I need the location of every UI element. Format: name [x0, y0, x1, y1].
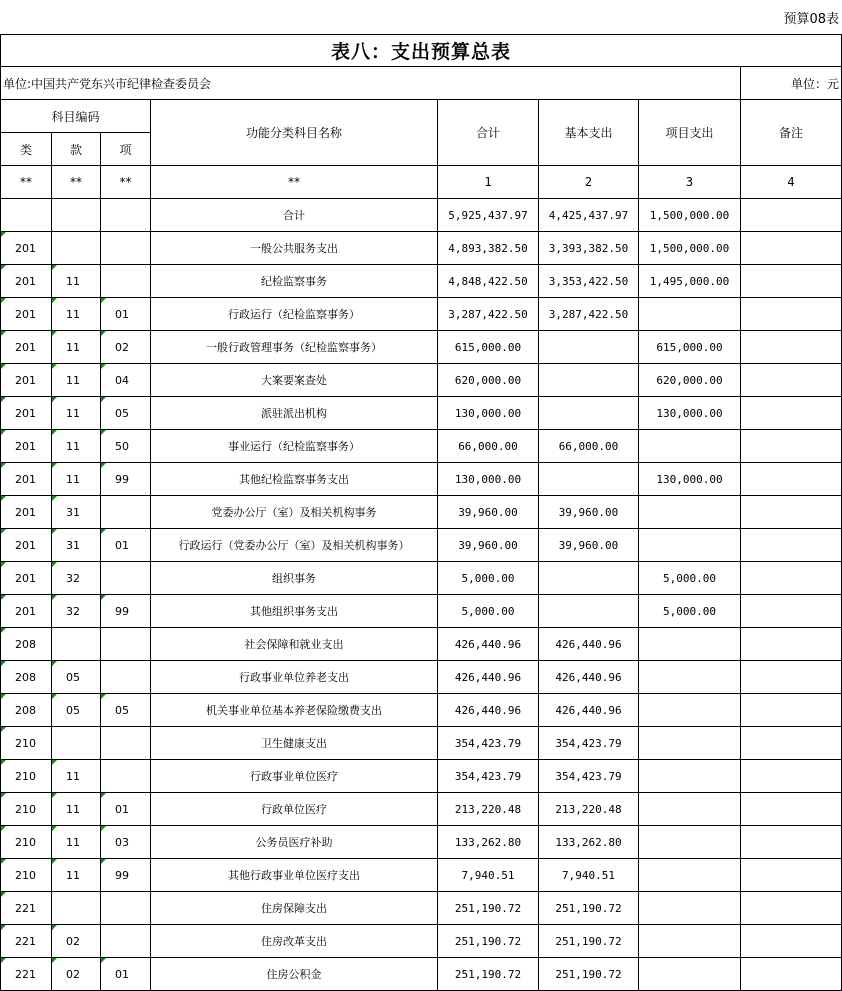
remark-cell	[741, 595, 842, 628]
item-code-cell	[101, 727, 151, 760]
section-code-cell: 32	[52, 562, 101, 595]
table-row	[1, 661, 842, 694]
header-xiang: 项	[101, 133, 151, 166]
index-cell: 1	[438, 166, 539, 199]
basic-amount-cell: 251,190.72	[539, 958, 639, 991]
subject-name-cell: 大案要案查处	[151, 364, 438, 397]
item-code-cell	[101, 199, 151, 232]
table-row	[1, 958, 842, 991]
basic-amount-cell: 251,190.72	[539, 925, 639, 958]
basic-amount-cell: 39,960.00	[539, 529, 639, 562]
project-amount-cell	[639, 793, 741, 826]
table-row	[1, 496, 842, 529]
section-code-cell	[52, 628, 101, 661]
section-code-cell: 05	[52, 694, 101, 727]
table-row	[1, 793, 842, 826]
table-row	[1, 199, 842, 232]
category-code-cell: 210	[1, 859, 52, 892]
header-total: 合计	[438, 100, 539, 166]
table-row	[1, 397, 842, 430]
index-cell: **	[1, 166, 52, 199]
index-cell: **	[151, 166, 438, 199]
item-code-cell	[101, 265, 151, 298]
section-code-cell: 31	[52, 496, 101, 529]
subject-name-cell: 行政单位医疗	[151, 793, 438, 826]
category-code-cell: 208	[1, 661, 52, 694]
remark-cell	[741, 463, 842, 496]
remark-cell	[741, 562, 842, 595]
subject-name-cell: 行政运行（党委办公厅（室）及相关机构事务）	[151, 529, 438, 562]
basic-amount-cell	[539, 595, 639, 628]
expenditure-budget-table	[0, 34, 842, 991]
item-code-cell	[101, 232, 151, 265]
table-row	[1, 331, 842, 364]
remark-cell	[741, 826, 842, 859]
section-code-cell	[52, 892, 101, 925]
subject-name-cell: 派驻派出机构	[151, 397, 438, 430]
section-code-cell: 11	[52, 430, 101, 463]
section-code-cell: 31	[52, 529, 101, 562]
basic-amount-cell: 426,440.96	[539, 694, 639, 727]
remark-cell	[741, 430, 842, 463]
table-row	[1, 430, 842, 463]
item-code-cell: 01	[101, 529, 151, 562]
remark-cell	[741, 694, 842, 727]
project-amount-cell	[639, 859, 741, 892]
subject-name-cell: 其他行政事业单位医疗支出	[151, 859, 438, 892]
index-cell: **	[52, 166, 101, 199]
project-amount-cell	[639, 760, 741, 793]
item-code-cell: 50	[101, 430, 151, 463]
section-code-cell	[52, 727, 101, 760]
subject-name-cell: 社会保障和就业支出	[151, 628, 438, 661]
basic-amount-cell: 354,423.79	[539, 760, 639, 793]
total-amount-cell: 426,440.96	[438, 661, 539, 694]
remark-cell	[741, 265, 842, 298]
basic-amount-cell: 3,287,422.50	[539, 298, 639, 331]
project-amount-cell: 620,000.00	[639, 364, 741, 397]
subject-name-cell: 一般公共服务支出	[151, 232, 438, 265]
header-kuan: 款	[52, 133, 101, 166]
total-amount-cell: 354,423.79	[438, 760, 539, 793]
total-amount-cell: 4,893,382.50	[438, 232, 539, 265]
item-code-cell	[101, 661, 151, 694]
project-amount-cell: 615,000.00	[639, 331, 741, 364]
remark-cell	[741, 958, 842, 991]
basic-amount-cell	[539, 562, 639, 595]
subject-name-cell: 卫生健康支出	[151, 727, 438, 760]
category-code-cell: 201	[1, 232, 52, 265]
section-code-cell: 11	[52, 298, 101, 331]
index-cell: 2	[539, 166, 639, 199]
remark-cell	[741, 727, 842, 760]
subject-name-cell: 一般行政管理事务（纪检监察事务）	[151, 331, 438, 364]
section-code-cell: 11	[52, 793, 101, 826]
table-row	[1, 298, 842, 331]
basic-amount-cell	[539, 364, 639, 397]
header-remark: 备注	[741, 100, 842, 166]
total-amount-cell: 251,190.72	[438, 925, 539, 958]
subject-name-cell: 住房公积金	[151, 958, 438, 991]
basic-amount-cell	[539, 331, 639, 364]
category-code-cell: 201	[1, 595, 52, 628]
total-amount-cell: 426,440.96	[438, 628, 539, 661]
total-amount-cell: 3,287,422.50	[438, 298, 539, 331]
category-code-cell: 210	[1, 826, 52, 859]
table-row	[1, 562, 842, 595]
subject-name-cell: 行政事业单位养老支出	[151, 661, 438, 694]
remark-cell	[741, 397, 842, 430]
project-amount-cell: 1,495,000.00	[639, 265, 741, 298]
table-title: 表八：支出预算总表	[1, 35, 842, 67]
total-amount-cell: 5,925,437.97	[438, 199, 539, 232]
currency-unit: 单位：元	[741, 67, 842, 100]
item-code-cell	[101, 925, 151, 958]
category-code-cell: 208	[1, 694, 52, 727]
remark-cell	[741, 760, 842, 793]
item-code-cell: 02	[101, 331, 151, 364]
remark-cell	[741, 529, 842, 562]
project-amount-cell: 130,000.00	[639, 463, 741, 496]
subject-name-cell: 住房保障支出	[151, 892, 438, 925]
category-code-cell: 221	[1, 958, 52, 991]
item-code-cell: 05	[101, 397, 151, 430]
total-amount-cell: 251,190.72	[438, 958, 539, 991]
basic-amount-cell: 39,960.00	[539, 496, 639, 529]
table-row	[1, 826, 842, 859]
project-amount-cell: 1,500,000.00	[639, 199, 741, 232]
total-amount-cell: 39,960.00	[438, 529, 539, 562]
project-amount-cell	[639, 925, 741, 958]
total-amount-cell: 354,423.79	[438, 727, 539, 760]
category-code-cell: 210	[1, 760, 52, 793]
table-row	[1, 232, 842, 265]
section-code-cell: 11	[52, 463, 101, 496]
project-amount-cell: 5,000.00	[639, 562, 741, 595]
table-row	[1, 760, 842, 793]
total-amount-cell: 251,190.72	[438, 892, 539, 925]
item-code-cell	[101, 496, 151, 529]
subject-name-cell: 纪检监察事务	[151, 265, 438, 298]
table-row	[1, 925, 842, 958]
table-row	[1, 859, 842, 892]
remark-cell	[741, 331, 842, 364]
category-code-cell: 201	[1, 463, 52, 496]
category-code-cell: 210	[1, 727, 52, 760]
total-amount-cell: 39,960.00	[438, 496, 539, 529]
table-row	[1, 364, 842, 397]
remark-cell	[741, 364, 842, 397]
project-amount-cell	[639, 529, 741, 562]
basic-amount-cell: 426,440.96	[539, 628, 639, 661]
basic-amount-cell: 3,393,382.50	[539, 232, 639, 265]
table-row	[1, 265, 842, 298]
category-code-cell: 201	[1, 265, 52, 298]
total-amount-cell: 4,848,422.50	[438, 265, 539, 298]
remark-cell	[741, 298, 842, 331]
section-code-cell: 11	[52, 760, 101, 793]
item-code-cell: 01	[101, 298, 151, 331]
section-code-cell: 11	[52, 265, 101, 298]
item-code-cell	[101, 562, 151, 595]
header-name: 功能分类科目名称	[151, 100, 438, 166]
subject-name-cell: 事业运行（纪检监察事务）	[151, 430, 438, 463]
total-amount-cell: 7,940.51	[438, 859, 539, 892]
table-row	[1, 529, 842, 562]
item-code-cell: 01	[101, 793, 151, 826]
basic-amount-cell: 133,262.80	[539, 826, 639, 859]
header-basic: 基本支出	[539, 100, 639, 166]
form-number-label: 预算08表	[783, 12, 839, 27]
category-code-cell: 201	[1, 331, 52, 364]
item-code-cell	[101, 892, 151, 925]
table-row	[1, 694, 842, 727]
subject-name-cell: 行政运行（纪检监察事务）	[151, 298, 438, 331]
category-code-cell	[1, 199, 52, 232]
section-code-cell: 05	[52, 661, 101, 694]
index-cell: 3	[639, 166, 741, 199]
header-subject-code: 科目编码	[1, 100, 151, 133]
section-code-cell: 02	[52, 958, 101, 991]
category-code-cell: 201	[1, 397, 52, 430]
section-code-cell: 32	[52, 595, 101, 628]
remark-cell	[741, 661, 842, 694]
category-code-cell: 201	[1, 496, 52, 529]
remark-cell	[741, 793, 842, 826]
project-amount-cell	[639, 628, 741, 661]
item-code-cell: 99	[101, 463, 151, 496]
item-code-cell: 01	[101, 958, 151, 991]
basic-amount-cell: 213,220.48	[539, 793, 639, 826]
item-code-cell: 99	[101, 595, 151, 628]
basic-amount-cell: 7,940.51	[539, 859, 639, 892]
remark-cell	[741, 859, 842, 892]
remark-cell	[741, 496, 842, 529]
item-code-cell: 03	[101, 826, 151, 859]
basic-amount-cell: 3,353,422.50	[539, 265, 639, 298]
item-code-cell: 99	[101, 859, 151, 892]
index-row	[1, 166, 842, 199]
subject-name-cell: 合计	[151, 199, 438, 232]
category-code-cell: 201	[1, 364, 52, 397]
table-row	[1, 727, 842, 760]
category-code-cell: 221	[1, 925, 52, 958]
section-code-cell: 11	[52, 364, 101, 397]
subject-name-cell: 行政事业单位医疗	[151, 760, 438, 793]
header-project: 项目支出	[639, 100, 741, 166]
category-code-cell: 201	[1, 562, 52, 595]
remark-cell	[741, 232, 842, 265]
project-amount-cell	[639, 661, 741, 694]
table-row	[1, 463, 842, 496]
item-code-cell	[101, 628, 151, 661]
category-code-cell: 210	[1, 793, 52, 826]
item-code-cell: 05	[101, 694, 151, 727]
table-row	[1, 892, 842, 925]
total-amount-cell: 5,000.00	[438, 562, 539, 595]
index-cell: 4	[741, 166, 842, 199]
table-row	[1, 595, 842, 628]
section-code-cell	[52, 199, 101, 232]
table-row	[1, 628, 842, 661]
project-amount-cell	[639, 826, 741, 859]
category-code-cell: 221	[1, 892, 52, 925]
subject-name-cell: 机关事业单位基本养老保险缴费支出	[151, 694, 438, 727]
section-code-cell: 11	[52, 826, 101, 859]
index-cell: **	[101, 166, 151, 199]
project-amount-cell	[639, 496, 741, 529]
subject-name-cell: 其他纪检监察事务支出	[151, 463, 438, 496]
basic-amount-cell: 66,000.00	[539, 430, 639, 463]
basic-amount-cell: 354,423.79	[539, 727, 639, 760]
subject-name-cell: 住房改革支出	[151, 925, 438, 958]
subject-name-cell: 其他组织事务支出	[151, 595, 438, 628]
project-amount-cell: 130,000.00	[639, 397, 741, 430]
total-amount-cell: 615,000.00	[438, 331, 539, 364]
section-code-cell: 11	[52, 397, 101, 430]
header-lei: 类	[1, 133, 52, 166]
project-amount-cell	[639, 298, 741, 331]
item-code-cell: 04	[101, 364, 151, 397]
total-amount-cell: 133,262.80	[438, 826, 539, 859]
project-amount-cell	[639, 694, 741, 727]
basic-amount-cell: 426,440.96	[539, 661, 639, 694]
section-code-cell: 02	[52, 925, 101, 958]
project-amount-cell: 1,500,000.00	[639, 232, 741, 265]
total-amount-cell: 426,440.96	[438, 694, 539, 727]
project-amount-cell	[639, 892, 741, 925]
basic-amount-cell	[539, 463, 639, 496]
category-code-cell: 201	[1, 298, 52, 331]
total-amount-cell: 66,000.00	[438, 430, 539, 463]
project-amount-cell	[639, 727, 741, 760]
remark-cell	[741, 199, 842, 232]
subject-name-cell: 组织事务	[151, 562, 438, 595]
item-code-cell	[101, 760, 151, 793]
total-amount-cell: 213,220.48	[438, 793, 539, 826]
category-code-cell: 201	[1, 430, 52, 463]
total-amount-cell: 130,000.00	[438, 463, 539, 496]
section-code-cell	[52, 232, 101, 265]
subject-name-cell: 党委办公厅（室）及相关机构事务	[151, 496, 438, 529]
total-amount-cell: 620,000.00	[438, 364, 539, 397]
project-amount-cell: 5,000.00	[639, 595, 741, 628]
project-amount-cell	[639, 430, 741, 463]
remark-cell	[741, 892, 842, 925]
total-amount-cell: 130,000.00	[438, 397, 539, 430]
subject-name-cell: 公务员医疗补助	[151, 826, 438, 859]
category-code-cell: 201	[1, 529, 52, 562]
basic-amount-cell: 251,190.72	[539, 892, 639, 925]
category-code-cell: 208	[1, 628, 52, 661]
basic-amount-cell: 4,425,437.97	[539, 199, 639, 232]
total-amount-cell: 5,000.00	[438, 595, 539, 628]
section-code-cell: 11	[52, 859, 101, 892]
section-code-cell: 11	[52, 331, 101, 364]
basic-amount-cell	[539, 397, 639, 430]
project-amount-cell	[639, 958, 741, 991]
remark-cell	[741, 628, 842, 661]
remark-cell	[741, 925, 842, 958]
unit-name: 单位:中国共产党东兴市纪律检查委员会	[1, 67, 741, 100]
